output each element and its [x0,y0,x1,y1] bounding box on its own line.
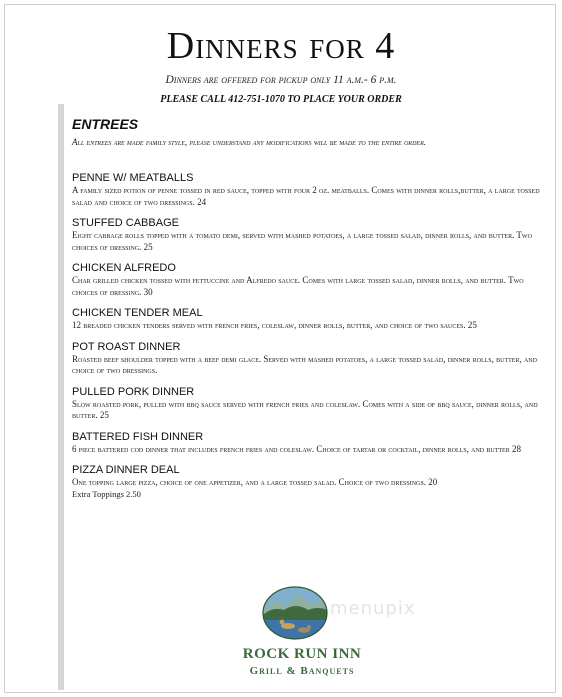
menu-item-description: Slow roasted pork, pulled with bbq sauce served with french fries and coleslaw. Comes with a side of bbq sauce, dinner rolls, and butter. 25 [72,398,538,420]
menu-item-description: 6 piece battered cod dinner that includes french fries and coleslaw. Choice of tartar or cocktail, dinner rolls, and butter 28 [72,443,521,454]
menu-item [72,430,547,456]
menu-item-name: CHICKEN TENDER MEAL [72,307,203,319]
menu-item-name: PIZZA DINNER DEAL [72,464,180,476]
menu-item-name: PULLED PORK DINNER [72,385,195,398]
menu-item-description: One topping large pizza, choice of one appetizer, and a large tossed salad. Choice of two dressings. 20 [72,477,438,487]
logo-subtitle: Grill & Banquets [249,665,355,677]
menu-item [72,385,547,422]
menu-item-name: BATTERED FISH DINNER [72,430,204,443]
menu-item [72,463,547,500]
section-title: ENTREES [72,116,139,132]
phone-order-line: PLEASE CALL 412-751-1070 TO PLACE YOUR ORDER [160,94,402,105]
menu-item-description: 12 breaded chicken tenders served with french fries, coleslaw, dinner rolls, butter, and choice of two sauces. 25 [72,320,477,330]
menu-items-list [72,171,547,508]
menu-item-description: A family sized potion of penne tossed in red sauce, topped with four 2 oz. meatballs. Comes with dinner rolls,butter, a large tossed salad and choice of two dressings. 24 [72,185,540,207]
watermark: menupix [330,598,416,619]
menu-item-extra: Extra Toppings 2.50 [72,488,141,499]
logo-name: ROCK RUN INN [242,646,362,662]
menu-item [72,340,547,377]
menu-item [72,261,547,298]
menu-item-name: STUFFED CABBAGE [72,217,179,229]
left-accent-bar [58,104,64,690]
menu-item-name: POT ROAST DINNER [72,340,181,353]
menu-item-name: PENNE W/ MEATBALLS [72,172,194,184]
menu-item [72,306,547,332]
pickup-hours-note: Dinners are offered for pickup only 11 a.m.- 6 p.m. [165,74,397,86]
menu-item [72,171,547,208]
menu-item-description: Roasted beef shoulder topped with a beef demi glace. Served with mashed potatoes, a large tossed salad, dinner rolls, butter, and choice of two dressings. [72,353,537,375]
menu-item-description: Eight cabbage rolls topped with a tomato demi, served with mashed potatoes, a large tossed salad, dinner rolls, and butter. Two choices of dressing. 25 [72,230,532,252]
lake-scene-icon [262,586,328,640]
menu-item-name: CHICKEN ALFREDO [72,262,176,274]
section-note: All entrees are made family style, please understand any modifications will be made to the entire order. [72,137,426,147]
page-title: Dinners for 4 [166,25,396,67]
menu-item [72,216,547,253]
menu-item-description: Char grilled chicken tossed with fettuccine and Alfredo sauce. Comes with large tossed salad, dinner rolls, and butter. Two choices of dressing. 30 [72,275,524,297]
